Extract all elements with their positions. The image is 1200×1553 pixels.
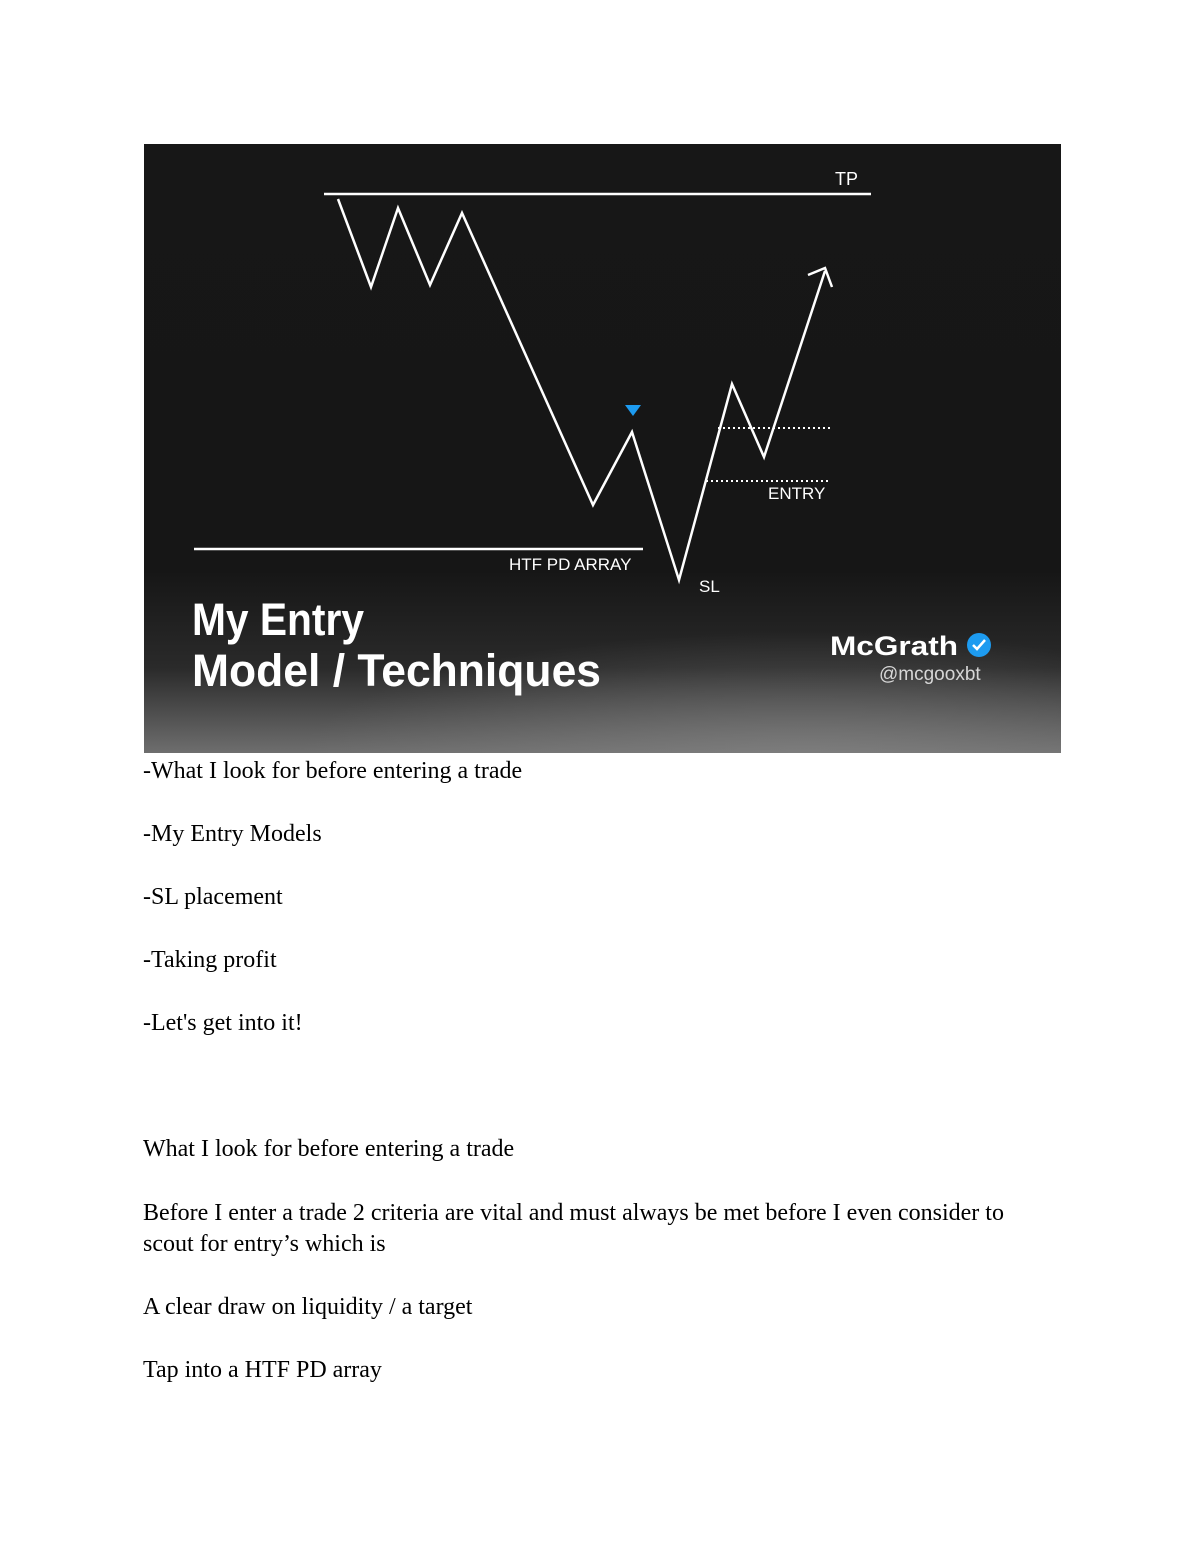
outline-item-2: -My Entry Models: [143, 821, 322, 847]
verified-badge-icon: [967, 633, 991, 657]
banner-title-line-1: My Entry: [192, 594, 364, 645]
tp-label: TP: [835, 169, 859, 189]
criterion-1: A clear draw on liquidity / a target: [143, 1294, 473, 1320]
author-handle: @mcgooxbt: [879, 664, 981, 685]
banner-title-line-2: Model / Techniques: [192, 645, 601, 696]
outline-item-3: -SL placement: [143, 884, 283, 910]
banner-image: [144, 144, 1061, 753]
entry-label: ENTRY: [768, 484, 826, 503]
section-intro: Before I enter a trade 2 criteria are vital and must always be met before I even consider to scout for entry’s which is: [143, 1200, 1004, 1257]
outline-item-5: -Let's get into it!: [143, 1010, 303, 1036]
sl-label: SL: [699, 577, 720, 596]
outline-item-4: -Taking profit: [143, 947, 277, 973]
criterion-2: Tap into a HTF PD array: [143, 1357, 382, 1383]
htf-pd-array-label: HTF PD ARRAY: [509, 555, 632, 574]
section-heading: What I look for before entering a trade: [143, 1136, 515, 1162]
entry-model-diagram: [144, 144, 1061, 753]
outline-item-1: -What I look for before entering a trade: [143, 758, 523, 784]
author-name: McGrath: [830, 631, 958, 661]
